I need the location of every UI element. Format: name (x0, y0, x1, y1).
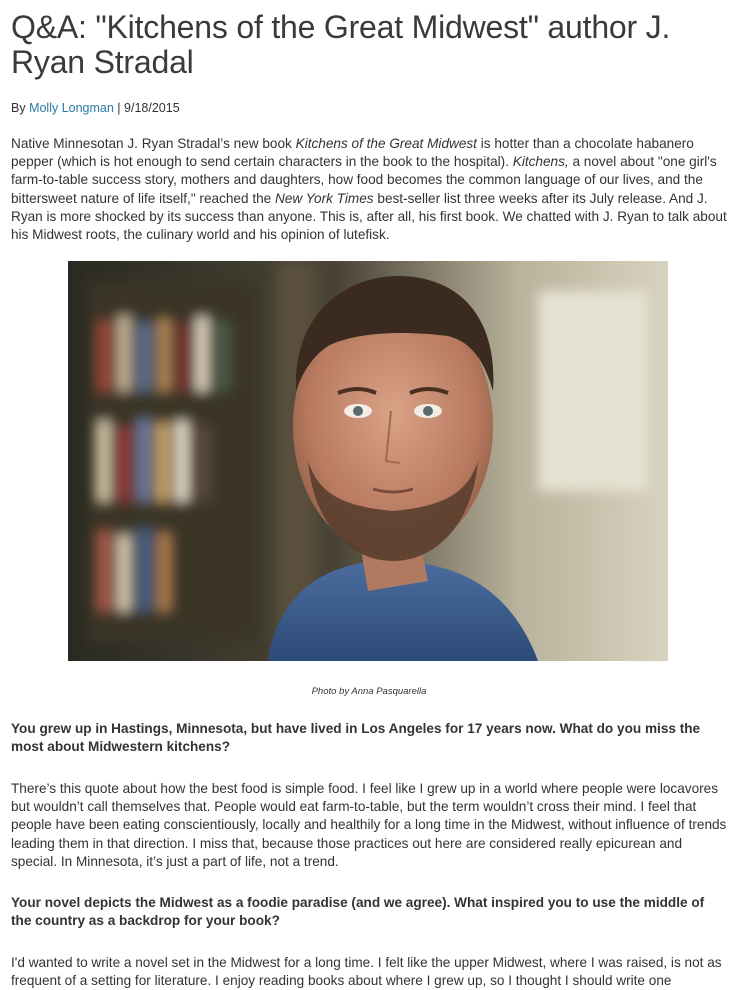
intro-paragraph (11, 135, 727, 244)
byline-prefix: By (11, 101, 30, 115)
author-portrait-image (68, 261, 668, 661)
article-title: Q&A: "Kitchens of the Great Midwest" author J. Ryan Stradal (11, 9, 671, 80)
answer-1: There’s this quote about how the best food is simple food. I feel like I grew up in a world where people were locavores but wouldn’t call themselves that. People would eat farm-to-table, but the term wouldn’t cross their mind. I feel that people have been eating conscientiously, locally and healthily for a long time in the Midwest, without influence of trends leading them in that direction. I miss that, because those practices out here are considered really epicurean and special. In Minnesota, it’s just a part of life, not a trend. (11, 781, 727, 869)
question-2: Your novel depicts the Midwest as a foodie paradise (and we agree). What inspired you to use the middle of the country as a backdrop for your book? (11, 895, 705, 929)
intro-kitchens: Kitchens, (512, 154, 569, 170)
author-photo (68, 261, 668, 661)
intro-text-2: is hotter than a chocolate habanero pepper (which is hot enough to send certain characters in the book to the hospital). (11, 136, 694, 170)
answer-2: I'd wanted to write a novel set in the Midwest for a long time. I felt like the upper Midwest, where I was raised, is not as frequent of a setting for literature. I enjoy reading books about where I grew up, so I thought I should write one (11, 955, 722, 989)
question-1: You grew up in Hastings, Minnesota, but have lived in Los Angeles for 17 years now. What do you miss the most about Midwestern kitchens? (11, 721, 701, 755)
photo-caption: Photo by Anna Pasquarella (311, 686, 427, 697)
byline (11, 100, 727, 116)
publish-date: 9/18/2015 (124, 101, 180, 115)
intro-text-3: a novel about "one girl's farm-to-table success story, mothers and daughters, how food becomes the common language of our lives, and the bittersweet nature of life itself," reached the (11, 154, 717, 206)
intro-text-1: Native Minnesotan J. Ryan Stradal’s new book (11, 136, 296, 151)
article (11, 0, 727, 989)
intro-nyt: New York Times (275, 190, 374, 206)
byline-separator: | (113, 101, 125, 115)
author-link[interactable]: Molly Longman (29, 101, 114, 115)
intro-text-4: best-seller list three weeks after its July release. And J. Ryan is more shocked by its success than anyone. This is, after all, his first book. We chatted with J. Ryan to talk about his Midwest roots, the culinary world and his opinion of lutefisk. (11, 190, 727, 243)
intro-book-title: Kitchens of the Great Midwest (295, 136, 477, 151)
